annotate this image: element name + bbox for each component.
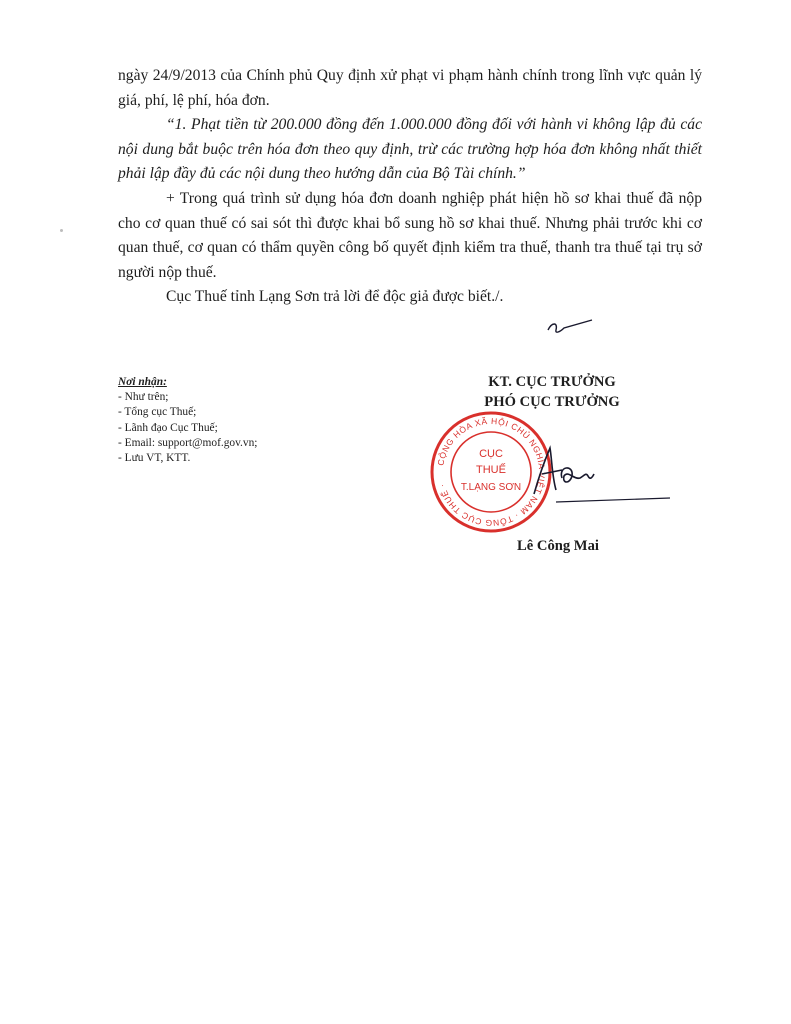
quoted-regulation: “1. Phạt tiền từ 200.000 đồng đến 1.000.000 đồng đối với hành vi không lập đủ các nội dung bắt buộc trên hóa đơn theo quy định, trừ các trường hợp hóa đơn không nhất thiết phải lập đầy đủ các nội dung theo hướng dẫn của Bộ Tài chính.”	[118, 116, 702, 183]
letter-body	[118, 64, 702, 310]
svg-text:CỤC: CỤC	[479, 448, 503, 460]
signature-block	[440, 372, 664, 412]
body-paragraph-1: ngày 24/9/2013 của Chính phủ Quy định xử phạt vi phạm hành chính trong lĩnh vực quản lý giá, phí, lệ phí, hóa đơn.	[118, 67, 702, 109]
recipients-title: Nơi nhận:	[118, 376, 167, 388]
closing-paragraph: Cục Thuế tỉnh Lạng Sơn trả lời để độc giả được biết./.	[166, 288, 504, 306]
initial-mark	[546, 318, 594, 338]
handwritten-signature	[522, 440, 672, 520]
recipient-item: - Email: support@mof.gov.vn;	[118, 436, 258, 449]
svg-text:THUẾ: THUẾ	[476, 464, 506, 476]
signer-name: Lê Công Mai	[517, 538, 599, 554]
body-paragraph-2: + Trong quá trình sử dụng hóa đơn doanh nghiệp phát hiện hồ sơ khai thuế đã nộp cho cơ quan thuế có sai sót thì được khai bổ sung hồ sơ khai thuế. Nhưng phải trước khi cơ quan thuế, cơ quan có thẩm quyền công bố quyết định kiểm tra thuế, thanh tra thuế tại trụ sở người nộp thuế.	[118, 189, 702, 281]
recipients-list	[118, 390, 257, 466]
recipients-block	[118, 375, 257, 466]
recipient-item: - Tổng cục Thuế;	[118, 406, 197, 419]
svg-text:T.LẠNG SƠN: T.LẠNG SƠN	[460, 482, 522, 493]
recipient-item: - Lưu VT, KTT.	[118, 452, 191, 465]
recipient-item: - Như trên;	[118, 391, 169, 404]
scan-speck	[60, 229, 63, 232]
signatory-title-2: PHÓ CỤC TRƯỞNG	[484, 394, 620, 410]
signatory-title-1: KT. CỤC TRƯỞNG	[488, 374, 616, 390]
recipient-item: - Lãnh đạo Cục Thuế;	[118, 421, 218, 434]
svg-text:CỘNG HÒA XÃ HỘI CHỦ NGHĨA VIỆT: CỘNG HÒA XÃ HỘI CHỦ NGHĨA VIỆT NAM · TỔNG CỤC THUẾ ·	[435, 415, 548, 529]
